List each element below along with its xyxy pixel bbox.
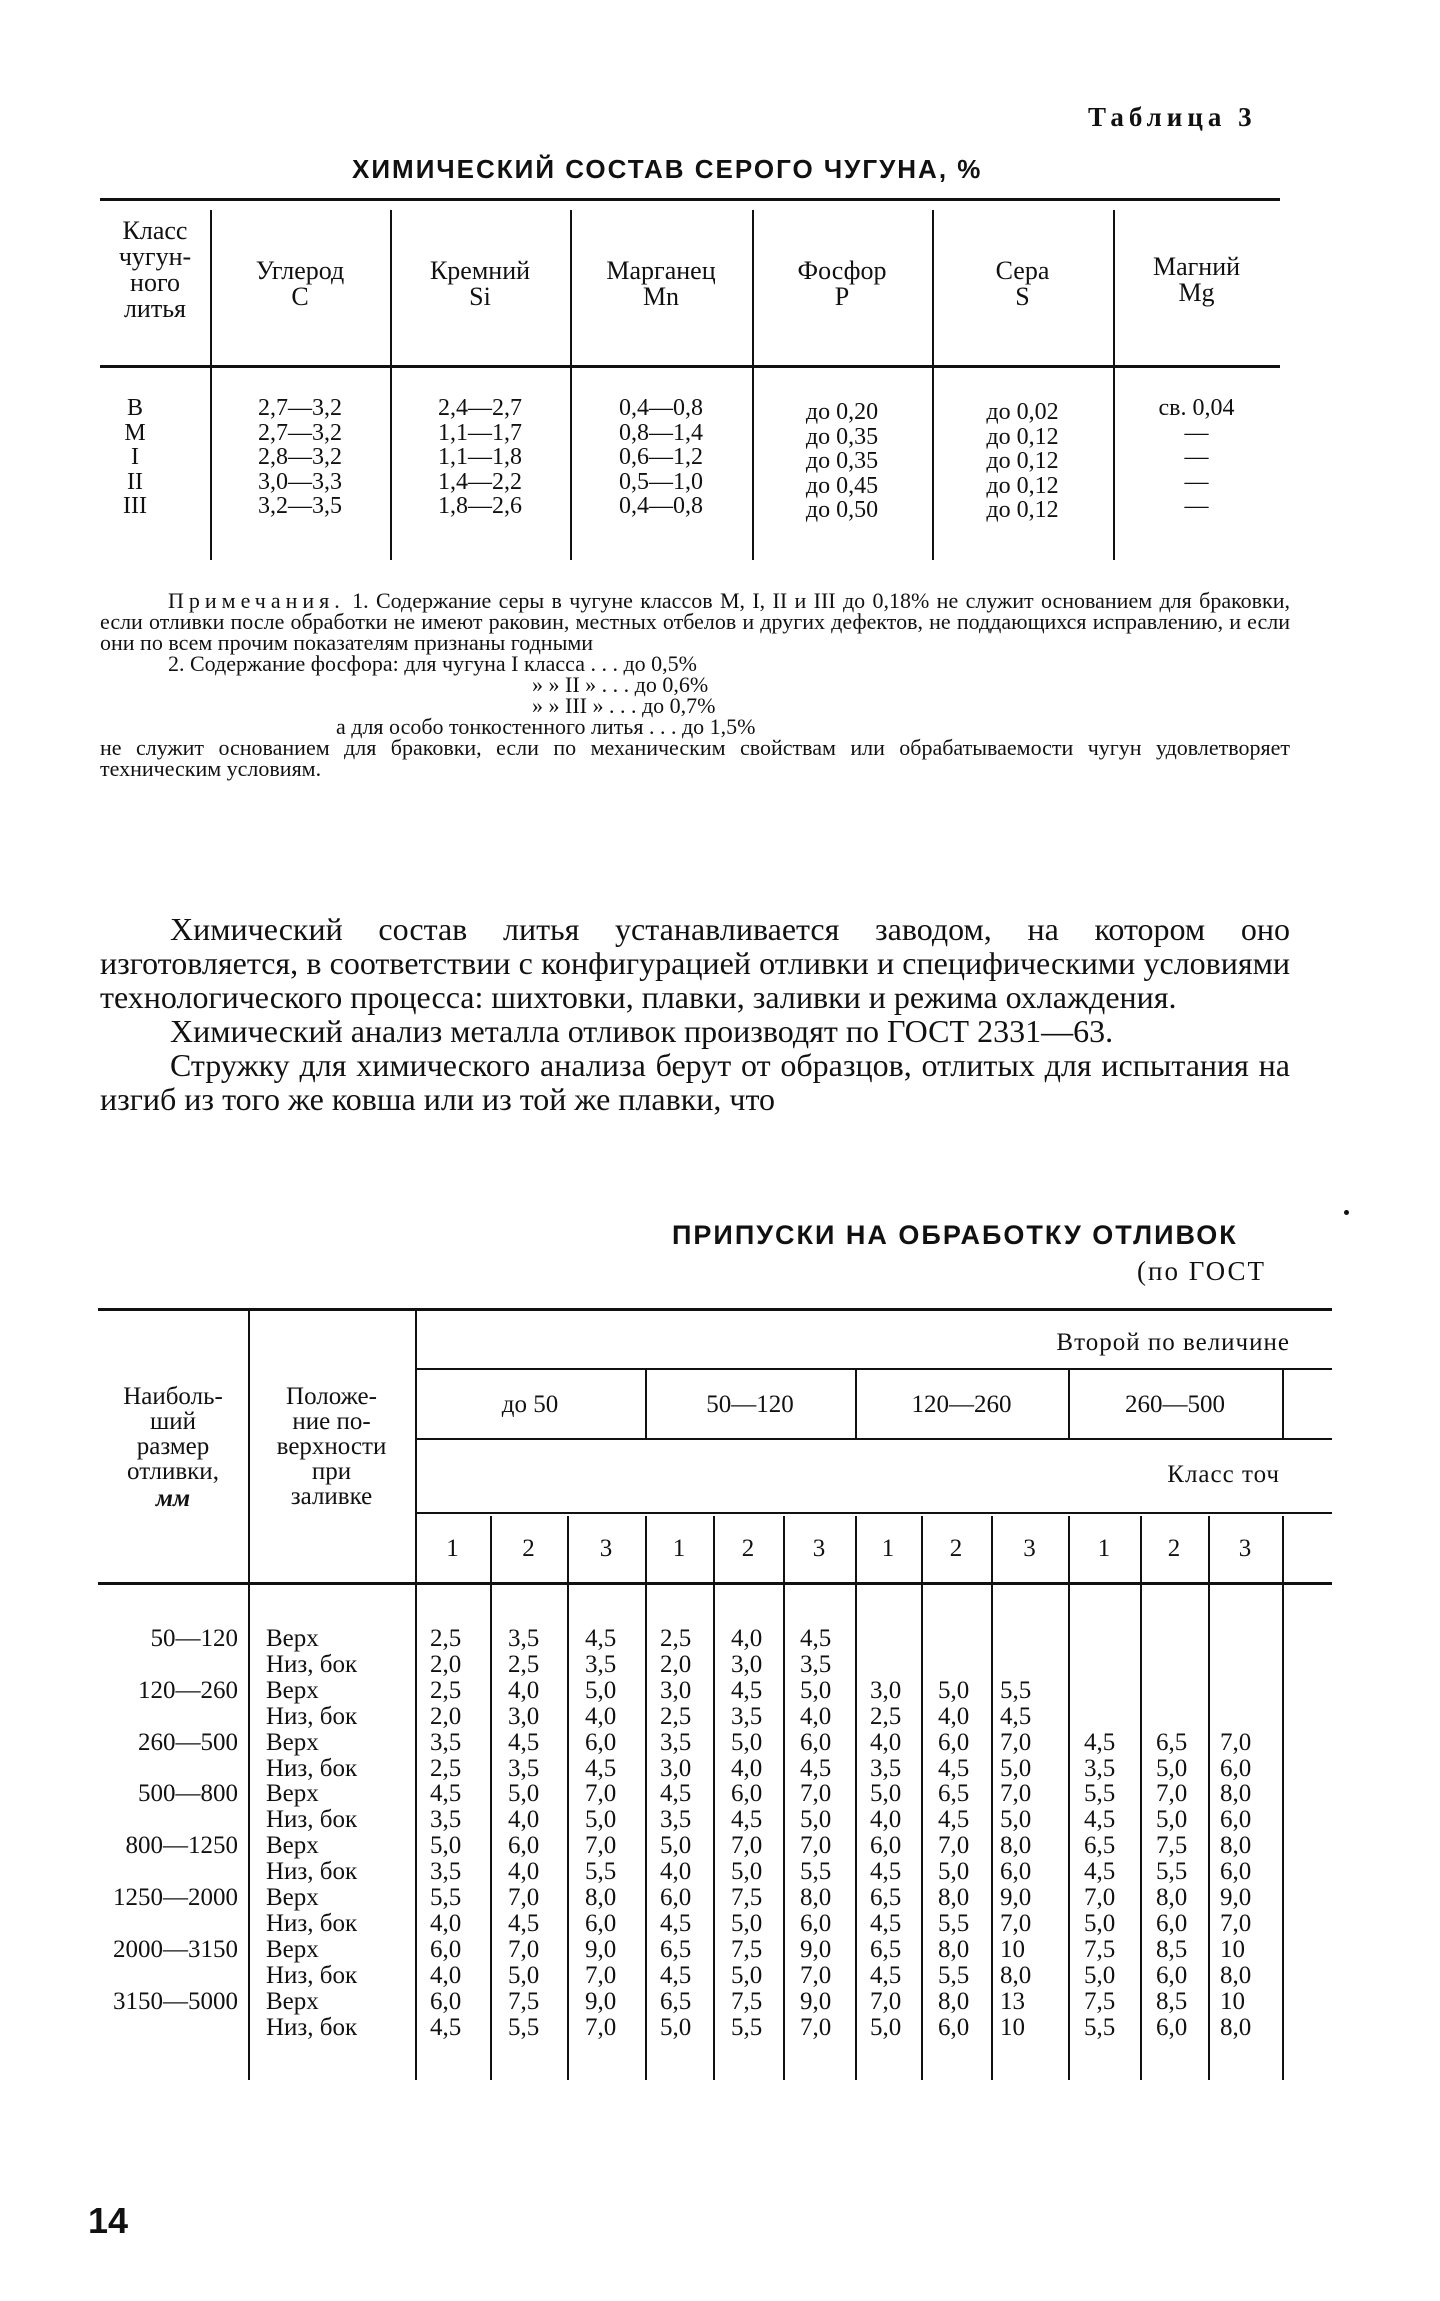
table2-value-divider: [1282, 1516, 1284, 2080]
table2-value-column: 4,5 3,5 5,5 4,5 6,5 4,5 7,0 5,0 7,5 5,0 7,5 5,5: [1084, 1728, 1116, 2041]
table2-value-column: 3,5 2,5 4,0 3,0 4,5 3,5 5,0 4,0 6,0 4,0 7,0 4,5 7,0 5,0 7,5 5,5: [508, 1625, 540, 2041]
note-2-line: » » III » . . . до 0,7%: [532, 693, 716, 718]
table1-notes: [100, 590, 1290, 779]
note-2-line: а для особо тонкостенного литья . . . до 1,5%: [336, 714, 756, 739]
table2-value-column: 2,5 2,0 3,0 2,5 3,5 3,0 4,5 3,5 5,0 4,0 6,0 4,5 6,5 4,5 6,5 5,0: [660, 1625, 692, 2041]
table2-header-size-unit: мм: [155, 1485, 191, 1512]
body-text: [100, 912, 1290, 1116]
table2-value-divider: [783, 1516, 785, 2080]
table1-carbon-column: 2,7—3,2 2,7—3,2 2,8—3,2 3,0—3,3 3,2—3,5: [258, 395, 342, 519]
table2-value-divider: [855, 1516, 857, 2080]
table2-value-divider: [991, 1516, 993, 2080]
table2-header-accuracy-class: Класс точ: [1167, 1461, 1280, 1488]
note-2-line: 2. Содержание фосфора: для чугуна I класса . . . до 0,5%: [168, 651, 697, 676]
table2-value-divider: [490, 1516, 492, 2080]
note-1-text: 1. Содержание серы в чугуне классов М, I, II и III до 0,18% не служит основанием для браковки, если отливки после обработки не имеют раковин, местных отбелов и других дефектов, не поддающихся исправлению, и если они по всем прочим показателям признаны годными: [100, 588, 1291, 655]
table2-value-column: 4,5 3,5 5,0 4,0 6,0 4,5 7,0 5,0 7,0 5,5 8,0 6,0 9,0 7,0 9,0 7,0: [585, 1625, 617, 2041]
table2-value-column: 4,0 3,0 4,5 3,5 5,0 4,0 6,0 4,5 7,0 5,0 7,5 5,0 7,5 5,0 7,5 5,5: [731, 1625, 763, 2041]
table2-range: до 50: [501, 1391, 559, 1418]
table2-value-divider: [1140, 1516, 1142, 2080]
table-number-label: Таблица 3: [1088, 102, 1257, 132]
table2-range-divider: [1282, 1370, 1284, 1438]
note-1: [100, 590, 1290, 653]
table2-top-rule: [98, 1308, 1332, 1311]
table2-header-size: Наиболь- ший размер отливки,: [123, 1383, 223, 1485]
table2-value-column: 7,0 6,0 8,0 6,0 8,0 6,0 9,0 7,0 10 8,0 10 8,0: [1220, 1728, 1252, 2041]
table2-header-rule: [98, 1582, 1332, 1585]
table2-value-divider: [1068, 1516, 1070, 2080]
table1-header-magnesium: Магний Mg: [1152, 252, 1241, 307]
table2-class-number: 2: [949, 1535, 963, 1562]
stray-mark: [1344, 1210, 1349, 1215]
table2-range-rule: [415, 1368, 1332, 1370]
table2-range-bottom-rule: [415, 1438, 1332, 1440]
table1-sulfur-column: до 0,02 до 0,12 до 0,12 до 0,12 до 0,12: [986, 399, 1059, 523]
table1-silicon-column: 2,4—2,7 1,1—1,7 1,1—1,8 1,4—2,2 1,8—2,6: [438, 395, 522, 519]
table2-value-column: 5,5 4,5 7,0 5,0 7,0 5,0 8,0 6,0 9,0 7,0 10 8,0 13 10: [1000, 1676, 1032, 2041]
table2-value-column: 2,5 2,0 2,5 2,0 3,5 2,5 4,5 3,5 5,0 3,5 5,5 4,0 6,0 4,0 6,0 4,5: [430, 1625, 462, 2041]
table1-header-silicon: Кремний Si: [429, 256, 531, 311]
table2-header-second-dimension: Второй по величине: [1056, 1329, 1290, 1356]
note-2-line: » » II » . . . до 0,6%: [532, 672, 709, 697]
table2-class-number: 3: [812, 1535, 826, 1562]
table2-value-column: 4,5 3,5 5,0 4,0 6,0 4,5 7,0 5,0 7,0 5,5 8,0 6,0 9,0 7,0 9,0 7,0: [800, 1625, 832, 2041]
table2-value-column: 6,5 5,0 7,0 5,0 7,5 5,5 8,0 6,0 8,5 6,0 8,5 6,0: [1156, 1728, 1188, 2041]
table2-size-column: 50—120 120—260 260—500 500—800 800—1250 1250—2000 2000—3150 3150—5000: [113, 1625, 238, 2015]
table2-class-number: 3: [1023, 1535, 1036, 1562]
table2-range: 260—500: [1125, 1391, 1225, 1418]
body-paragraph: Химический анализ металла отливок производят по ГОСТ 2331—63.: [170, 1013, 1114, 1049]
table2-position-column: Верх Низ, бок Верх Низ, бок Верх Низ, бок Верх Низ, бок Верх Низ, бок Верх Низ, бок Верх Низ, бок Верх Низ, бок: [266, 1625, 358, 2041]
table2-range: 120—260: [911, 1391, 1012, 1418]
table2-subtitle: (по ГОСТ: [1137, 1256, 1266, 1286]
table1-top-rule: [100, 198, 1280, 201]
body-paragraph: Химический состав литья устанавливается заводом, на котором оно изготовляется, в соответствии с конфигурацией отливки и специфическими условиями технологического процесса: шихтовки, плавки, заливки и режима охлаждения.: [100, 911, 1290, 1015]
table2-header-position: Положе- ние по- верхности при заливке: [276, 1383, 387, 1510]
table1-title: ХИМИЧЕСКИЙ СОСТАВ СЕРОГО ЧУГУНА, %: [352, 154, 983, 184]
table2-class-number: 3: [599, 1535, 613, 1562]
table1-header-class: Класс чугун- ного литья: [118, 216, 192, 323]
table2-col-divider: [415, 1310, 417, 2080]
table2-value-divider: [921, 1516, 923, 2080]
table2-range: 50—120: [706, 1391, 794, 1418]
table2-class-number: 1: [881, 1535, 895, 1562]
table2-class-number: 2: [1167, 1535, 1181, 1562]
table2-class-number: 3: [1238, 1535, 1252, 1562]
table1-header-rule: [100, 365, 1280, 368]
table2-value-column: 3,0 2,5 4,0 3,5 5,0 4,0 6,0 4,5 6,5 4,5 6,5 4,5 7,0 5,0: [870, 1676, 902, 2041]
table2-class-number: 1: [446, 1535, 459, 1562]
table1-header-sulfur: Сера S: [995, 256, 1050, 311]
table1-header-manganese: Марганец Mn: [606, 256, 716, 311]
table2-class-number: 2: [741, 1535, 755, 1562]
body-paragraph: Стружку для химического анализа берут от образцов, отлитых для испытания на изгиб из того же ковша или из той же плавки, что: [100, 1047, 1290, 1117]
table1-header-phosphorus: Фосфор P: [797, 256, 887, 311]
table1-phosphorus-column: до 0,20 до 0,35 до 0,35 до 0,45 до 0,50: [805, 399, 879, 523]
table1-header-carbon: Углерод C: [255, 256, 345, 311]
table2-value-divider: [713, 1516, 715, 2080]
table1-manganese-column: 0,4—0,8 0,8—1,4 0,6—1,2 0,5—1,0 0,4—0,8: [619, 395, 703, 519]
table2-value-divider: [645, 1516, 647, 2080]
table1-magnesium-column: св. 0,04 — — — —: [1158, 395, 1235, 519]
table2-class-number: 1: [672, 1535, 686, 1562]
table2-class-number: 1: [1097, 1535, 1111, 1562]
table2-value-divider: [1208, 1516, 1210, 2080]
table2-class-rule: [415, 1512, 1332, 1514]
notes-label: Примечания.: [168, 588, 345, 613]
page-number: 14: [88, 2200, 129, 2241]
note-2-tail: не служит основанием для браковки, если по механическим свойствам или обрабатываемости чугун удовлетворяет техническим условиям.: [100, 735, 1290, 781]
table2-class-number: 2: [522, 1535, 535, 1562]
table2-title: ПРИПУСКИ НА ОБРАБОТКУ ОТЛИВОК: [672, 1220, 1238, 1250]
table2-value-column: 5,0 4,0 6,0 4,5 6,5 4,5 7,0 5,0 8,0 5,5 8,0 5,5 8,0 6,0: [938, 1676, 970, 2041]
table2-value-divider: [567, 1516, 569, 2080]
table1-class-column: B M I II III: [123, 395, 147, 519]
